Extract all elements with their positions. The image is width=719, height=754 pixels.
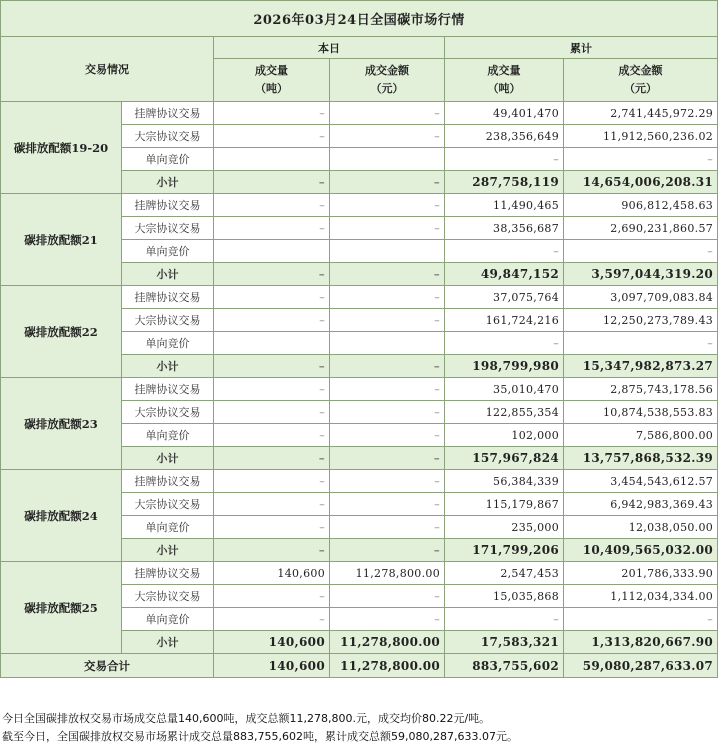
today-amount-cell: – [330,608,445,631]
today-amount-cell: – [330,102,445,125]
cum-amount-cell: 10,874,538,553.83 [564,401,718,424]
today-volume-cell: – [214,125,330,148]
header-trade-info: 交易情况 [1,37,214,102]
today-volume-cell: – [214,171,330,194]
today-volume-cell: – [214,493,330,516]
cum-amount-cell: 2,741,445,972.29 [564,102,718,125]
today-volume-cell [214,148,330,171]
today-amount-cell [330,332,445,355]
today-amount-cell: – [330,171,445,194]
subtotal-label: 小计 [122,539,214,562]
table-row [1,102,718,125]
total-label: 交易合计 [1,654,214,678]
today-volume-cell: – [214,401,330,424]
total-today-amount: 11,278,800.00 [330,654,445,678]
today-volume-cell: 140,600 [214,562,330,585]
today-amount-cell: – [330,493,445,516]
trade-type-cell: 单向竞价 [122,516,214,539]
subtotal-label: 小计 [122,263,214,286]
cum-amount-cell: 3,597,044,319.20 [564,263,718,286]
total-row [1,654,718,678]
today-amount-cell: – [330,263,445,286]
today-amount-cell: – [330,125,445,148]
today-amount-cell: 11,278,800.00 [330,562,445,585]
subtotal-label: 小计 [122,171,214,194]
subtotal-label: 小计 [122,447,214,470]
trade-type-cell: 单向竞价 [122,424,214,447]
trade-type-cell: 单向竞价 [122,608,214,631]
cum-amount-cell: 12,038,050.00 [564,516,718,539]
today-amount-cell [330,148,445,171]
today-amount-cell: – [330,585,445,608]
today-amount-cell: 11,278,800.00 [330,631,445,654]
cum-volume-cell: – [445,240,564,263]
cum-amount-cell: 2,875,743,178.56 [564,378,718,401]
category-cell: 碳排放配额24 [1,470,122,562]
trade-type-cell: 挂牌协议交易 [122,470,214,493]
cum-volume-cell: 238,356,649 [445,125,564,148]
header-cum-volume: 成交量 （吨） [445,59,564,102]
header-cumulative: 累计 [445,37,718,59]
total-cum-volume: 883,755,602 [445,654,564,678]
today-amount-cell: – [330,309,445,332]
cum-amount-cell: – [564,148,718,171]
table-row [1,378,718,401]
total-cum-amount: 59,080,287,633.07 [564,654,718,678]
cum-amount-cell: 10,409,565,032.00 [564,539,718,562]
cum-amount-cell: 3,097,709,083.84 [564,286,718,309]
header-cum-amount: 成交金额 （元） [564,59,718,102]
category-cell: 碳排放配额22 [1,286,122,378]
cum-volume-cell: – [445,148,564,171]
subtotal-label: 小计 [122,631,214,654]
category-cell: 碳排放配额25 [1,562,122,654]
cum-volume-cell: 37,075,764 [445,286,564,309]
today-amount-cell: – [330,286,445,309]
today-volume-cell: – [214,286,330,309]
today-volume-cell [214,332,330,355]
note-today: 今日全国碳排放权交易市场成交总量140,600吨，成交总额11,278,800.元，成交均价80.22元/吨。 [2,712,491,725]
cum-amount-cell: – [564,332,718,355]
cum-amount-cell: 6,942,983,369.43 [564,493,718,516]
today-amount-cell: – [330,539,445,562]
today-volume-cell: – [214,516,330,539]
today-volume-cell: – [214,355,330,378]
cum-amount-cell: 15,347,982,873.27 [564,355,718,378]
cum-volume-cell: 2,547,453 [445,562,564,585]
today-volume-cell: – [214,217,330,240]
header-today: 本日 [214,37,445,59]
cum-amount-cell: 1,112,034,334.00 [564,585,718,608]
trade-type-cell: 挂牌协议交易 [122,286,214,309]
today-amount-cell: – [330,516,445,539]
today-amount-cell [330,240,445,263]
cum-volume-cell: 198,799,980 [445,355,564,378]
cum-volume-cell: 11,490,465 [445,194,564,217]
cum-volume-cell: 49,847,152 [445,263,564,286]
today-volume-cell: – [214,194,330,217]
subtotal-label: 小计 [122,355,214,378]
today-amount-cell: – [330,470,445,493]
trade-type-cell: 单向竞价 [122,240,214,263]
table-row [1,194,718,217]
cum-volume-cell: 157,967,824 [445,447,564,470]
today-amount-cell: – [330,424,445,447]
cum-amount-cell: 12,250,273,789.43 [564,309,718,332]
cum-amount-cell: 14,654,006,208.31 [564,171,718,194]
today-volume-cell: – [214,470,330,493]
today-amount-cell: – [330,378,445,401]
today-volume-cell [214,240,330,263]
table-row [1,470,718,493]
cum-amount-cell: 13,757,868,532.39 [564,447,718,470]
note-cumulative: 截至今日，全国碳排放权交易市场累计成交总量883,755,602吨，累计成交总额59,080,287,633.07元。 [2,730,518,743]
today-volume-cell: – [214,263,330,286]
today-volume-cell: – [214,447,330,470]
cum-amount-cell: 1,313,820,667.90 [564,631,718,654]
today-volume-cell: – [214,424,330,447]
today-volume-cell: – [214,378,330,401]
cum-volume-cell: 35,010,470 [445,378,564,401]
total-today-volume: 140,600 [214,654,330,678]
trade-type-cell: 挂牌协议交易 [122,378,214,401]
today-amount-cell: – [330,401,445,424]
category-cell: 碳排放配额21 [1,194,122,286]
page-title: 2026年03月24日全国碳市场行情 [1,1,718,37]
cum-amount-cell: – [564,240,718,263]
header-today-volume: 成交量 （吨） [214,59,330,102]
cum-amount-cell: – [564,608,718,631]
cum-amount-cell: 3,454,543,612.57 [564,470,718,493]
header-today-amount: 成交金额 （元） [330,59,445,102]
cum-volume-cell: 15,035,868 [445,585,564,608]
today-volume-cell: – [214,585,330,608]
cum-amount-cell: 11,912,560,236.02 [564,125,718,148]
trade-type-cell: 大宗协议交易 [122,125,214,148]
table-row [1,562,718,585]
today-volume-cell: 140,600 [214,631,330,654]
cum-amount-cell: 7,586,800.00 [564,424,718,447]
cum-amount-cell: 201,786,333.90 [564,562,718,585]
cum-amount-cell: 906,812,458.63 [564,194,718,217]
cum-volume-cell: 102,000 [445,424,564,447]
today-amount-cell: – [330,194,445,217]
cum-volume-cell: 115,179,867 [445,493,564,516]
cum-volume-cell: 122,855,354 [445,401,564,424]
today-volume-cell: – [214,539,330,562]
trade-type-cell: 大宗协议交易 [122,309,214,332]
today-volume-cell: – [214,608,330,631]
trade-type-cell: 挂牌协议交易 [122,194,214,217]
trade-type-cell: 大宗协议交易 [122,585,214,608]
summary-notes [2,710,716,746]
cum-volume-cell: 171,799,206 [445,539,564,562]
cum-volume-cell: 235,000 [445,516,564,539]
trade-type-cell: 单向竞价 [122,148,214,171]
cum-volume-cell: 49,401,470 [445,102,564,125]
trade-type-cell: 单向竞价 [122,332,214,355]
trade-type-cell: 挂牌协议交易 [122,562,214,585]
cum-volume-cell: – [445,608,564,631]
today-volume-cell: – [214,102,330,125]
cum-volume-cell: 17,583,321 [445,631,564,654]
category-cell: 碳排放配额19-20 [1,102,122,194]
cum-volume-cell: 287,758,119 [445,171,564,194]
cum-volume-cell: 56,384,339 [445,470,564,493]
cum-volume-cell: 38,356,687 [445,217,564,240]
trade-type-cell: 大宗协议交易 [122,217,214,240]
today-volume-cell: – [214,309,330,332]
cum-volume-cell: – [445,332,564,355]
cum-amount-cell: 2,690,231,860.57 [564,217,718,240]
trade-type-cell: 挂牌协议交易 [122,102,214,125]
trade-type-cell: 大宗协议交易 [122,401,214,424]
category-cell: 碳排放配额23 [1,378,122,470]
cum-volume-cell: 161,724,216 [445,309,564,332]
today-amount-cell: – [330,355,445,378]
today-amount-cell: – [330,217,445,240]
trade-type-cell: 大宗协议交易 [122,493,214,516]
table-row [1,286,718,309]
today-amount-cell: – [330,447,445,470]
